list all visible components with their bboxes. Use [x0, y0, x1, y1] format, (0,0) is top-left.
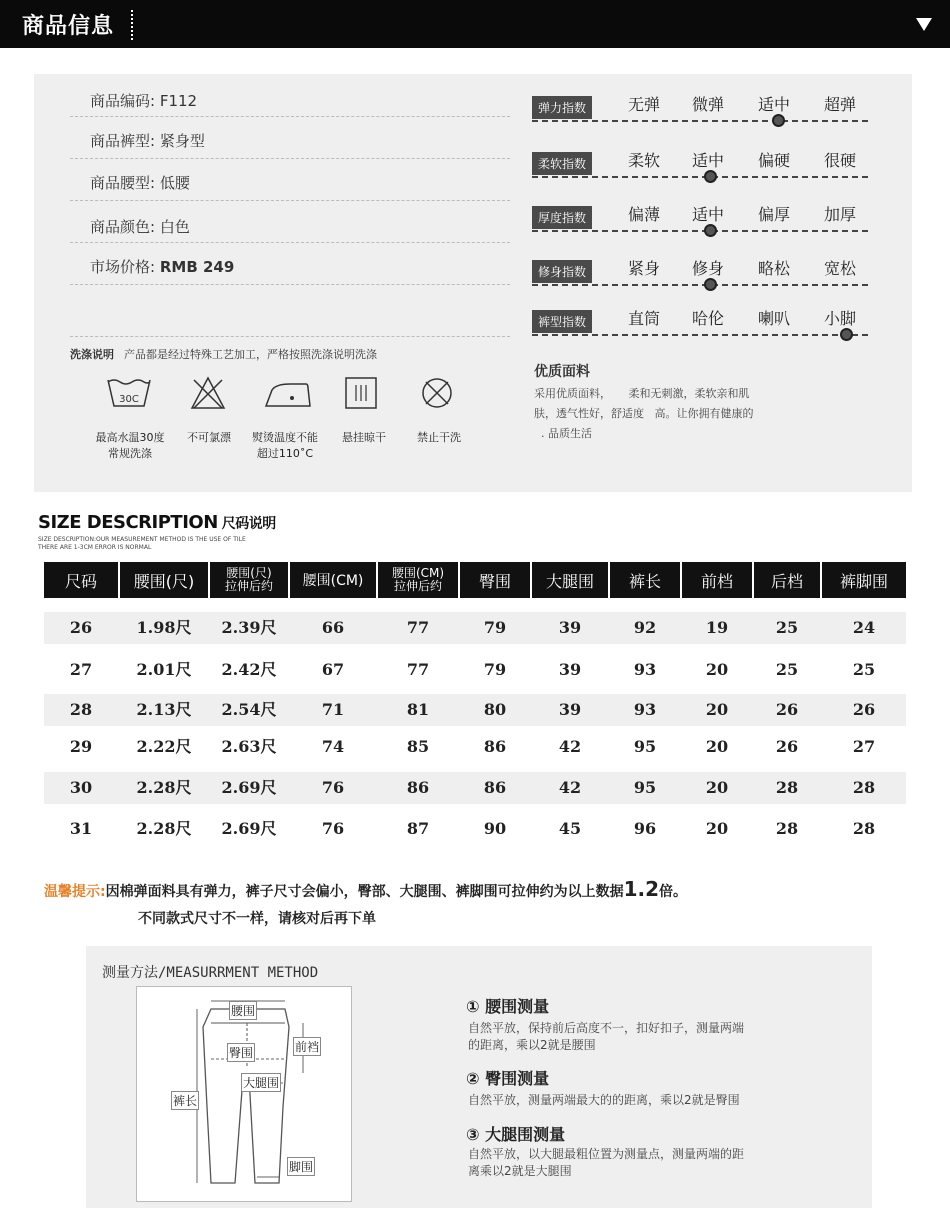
table-cell: 25: [775, 618, 799, 637]
index-option: 偏硬: [758, 151, 791, 170]
info-value: F112: [159, 92, 198, 110]
table-row: [44, 813, 906, 845]
table-cell: 39: [558, 660, 582, 679]
table-cell: 39: [558, 618, 582, 637]
table-header-waist-chi-stretch: 腰围(尺) 拉伸后约: [210, 562, 288, 598]
index-option: 紧身: [628, 259, 661, 278]
table-cell: 2.54尺: [221, 700, 277, 719]
table-cell: 86: [483, 737, 507, 756]
divider: [70, 336, 510, 337]
table-header-hip: 臀围: [460, 562, 530, 598]
table-cell: 86: [483, 778, 507, 797]
table-header-leg-opening: 裤脚围: [822, 562, 906, 598]
index-option: 适中: [692, 151, 725, 170]
info-label: 商品裤型:: [90, 132, 156, 150]
index-option: 适中: [692, 205, 725, 224]
product-code-row: [90, 90, 197, 111]
index-option: 很硬: [824, 151, 857, 170]
table-cell: 67: [321, 660, 345, 679]
table-cell: 2.69尺: [221, 778, 277, 797]
index-marker: [840, 328, 853, 341]
product-color-row: [90, 216, 190, 237]
measure-waist-text: 自然平放，保持前后高度不一，扣好扣子，测量两端 的距离，乘以2就是腰围: [468, 1021, 745, 1052]
divider: [70, 116, 510, 117]
size-title: SIZE DESCRIPTION 尺码说明: [38, 512, 276, 533]
quality-title: 优质面料: [534, 364, 590, 380]
no-bleach-label: 不可氯漂: [187, 431, 231, 444]
table-cell: 25: [775, 660, 799, 679]
table-cell: 87: [406, 819, 430, 838]
wash-30-label: 最高水温30度 常规洗涤: [95, 431, 165, 460]
table-header-back-rise: 后档: [754, 562, 820, 598]
index-option: 哈伦: [692, 309, 725, 328]
table-cell: 79: [483, 660, 507, 679]
table-cell: 25: [852, 660, 876, 679]
table-cell: 96: [633, 819, 657, 838]
index-option: 加厚: [824, 205, 857, 224]
index-track: [532, 230, 868, 232]
table-header-front-rise: 前档: [682, 562, 752, 598]
table-row: [44, 654, 906, 686]
table-cell: 95: [633, 778, 657, 797]
table-cell: 26: [852, 700, 876, 719]
table-cell: 66: [321, 618, 345, 637]
thickness-index: [532, 200, 872, 240]
diagram-label-waist: 腰围: [229, 1001, 257, 1020]
index-option: 直筒: [628, 309, 661, 328]
table-cell: 45: [558, 819, 582, 838]
wash-instructions: [70, 346, 377, 362]
table-cell: 93: [633, 700, 657, 719]
size-subtitle: SIZE DESCRIPTION:OUR MEASUREMENT METHOD IS THE USE OF TILE THERE ARE 1-3CM ERROR IS NORMAL: [38, 536, 246, 551]
divider: [70, 200, 510, 201]
info-value: 紧身型: [159, 132, 205, 150]
index-marker: [704, 278, 717, 291]
quality-text: 采用优质面料， 柔和无刺激，柔软亲和肌 肤，透气性好，舒适度 高。让你拥有健康的 . 品质生活: [534, 387, 754, 440]
index-tag: 柔软指数: [532, 152, 592, 175]
index-tag: 厚度指数: [532, 206, 592, 229]
product-price-row: [90, 256, 234, 277]
product-info-panel: [34, 74, 912, 492]
table-cell: 28: [69, 700, 93, 719]
table-header-waist-cm-stretch: 腰围(CM) 拉伸后约: [378, 562, 458, 598]
divider: [70, 158, 510, 159]
section-title: 商品信息: [22, 14, 115, 39]
table-cell: 80: [483, 700, 507, 719]
pants-diagram: [136, 986, 352, 1202]
table-cell: 81: [406, 700, 430, 719]
no-dry-clean-label: 禁止干洗: [417, 431, 461, 444]
index-option: 偏薄: [628, 205, 661, 224]
iron-label: 熨烫温度不能 超过110˚C: [252, 431, 318, 460]
table-row: [44, 694, 906, 726]
table-cell: 28: [852, 819, 876, 838]
table-cell: 2.22尺: [136, 737, 192, 756]
table-row: [44, 612, 906, 644]
index-option: 宽松: [824, 259, 857, 278]
index-tag: 弹力指数: [532, 96, 592, 119]
table-cell: 26: [775, 700, 799, 719]
info-label: 商品腰型:: [90, 174, 156, 192]
index-tag: 修身指数: [532, 260, 592, 283]
no-dry-clean-icon: [420, 376, 454, 414]
measure-thigh-text: 自然平放，以大腿最粗位置为测量点，测量两端的距 离乘以2就是大腿围: [468, 1147, 745, 1178]
info-value: RMB 249: [159, 258, 235, 276]
table-header-waist-chi: 腰围(尺): [120, 562, 208, 598]
table-cell: 19: [705, 618, 729, 637]
table-cell: 1.98尺: [136, 618, 192, 637]
table-cell: 29: [69, 737, 93, 756]
hang-dry-label: 悬挂晾干: [342, 431, 386, 444]
table-cell: 76: [321, 778, 345, 797]
table-cell: 93: [633, 660, 657, 679]
table-cell: 76: [321, 819, 345, 838]
tip-text: 因棉弹面料具有弹力，裤子尺寸会偏小，臀部、大腿围、裤脚围可拉伸约为以上数据: [105, 884, 624, 900]
measure-hip-heading: ② 臀围测量: [466, 1069, 550, 1088]
table-cell: 20: [705, 778, 729, 797]
index-option: 适中: [758, 95, 791, 114]
index-track: [532, 176, 868, 178]
title-divider: [131, 10, 133, 40]
pants-shape-index: [532, 304, 872, 344]
table-cell: 20: [705, 700, 729, 719]
measurement-title: 测量方法/MEASURRMENT METHOD: [102, 965, 319, 981]
index-track: [532, 334, 868, 336]
tip-label: 温馨提示:: [44, 884, 106, 900]
table-cell: 79: [483, 618, 507, 637]
table-row: [44, 772, 906, 804]
diagram-label-front-rise: 前裆: [293, 1037, 321, 1056]
measure-waist-heading: ① 腰围测量: [466, 997, 550, 1016]
table-cell: 77: [406, 660, 430, 679]
index-option: 柔软: [628, 151, 661, 170]
table-cell: 24: [852, 618, 876, 637]
table-cell: 77: [406, 618, 430, 637]
wash-note: 产品都是经过特殊工艺加工，严格按照洗涤说明洗涤: [124, 348, 377, 361]
table-cell: 2.01尺: [136, 660, 192, 679]
index-option: 偏厚: [758, 205, 791, 224]
index-option: 小脚: [824, 309, 857, 328]
index-option: 微弹: [692, 95, 725, 114]
hang-dry-icon: [344, 376, 378, 414]
no-bleach-icon: [190, 376, 226, 414]
table-row: [44, 731, 906, 763]
softness-index: [532, 146, 872, 186]
tip-multiplier: 1.2: [623, 877, 660, 901]
wash-title: 洗涤说明: [70, 348, 114, 361]
table-cell: 27: [69, 660, 93, 679]
size-title-cn: 尺码说明: [221, 516, 276, 532]
table-cell: 31: [69, 819, 93, 838]
wash-30-icon: [106, 376, 152, 414]
index-marker: [704, 224, 717, 237]
table-cell: 28: [852, 778, 876, 797]
product-fit-row: [90, 130, 205, 151]
diagram-label-thigh: 大腿围: [241, 1073, 281, 1092]
table-cell: 28: [775, 819, 799, 838]
table-cell: 30: [69, 778, 93, 797]
table-cell: 39: [558, 700, 582, 719]
table-cell: 85: [406, 737, 430, 756]
table-cell: 2.63尺: [221, 737, 277, 756]
measure-thigh-heading: ③ 大腿围测量: [466, 1125, 566, 1144]
slimness-index: [532, 254, 872, 294]
index-option: 略松: [758, 259, 791, 278]
table-cell: 27: [852, 737, 876, 756]
info-value: 低腰: [159, 174, 190, 192]
diagram-label-leg-opening: 脚围: [287, 1157, 315, 1176]
index-marker: [772, 114, 785, 127]
table-cell: 86: [406, 778, 430, 797]
table-header-size: 尺码: [44, 562, 118, 598]
table-header-waist-cm: 腰围(CM): [290, 562, 376, 598]
diagram-label-hip: 臀围: [227, 1043, 255, 1062]
table-cell: 2.28尺: [136, 778, 192, 797]
info-value: 白色: [159, 218, 190, 236]
elasticity-index: [532, 90, 872, 130]
iron-icon: [262, 376, 314, 414]
index-tag: 裤型指数: [532, 310, 592, 333]
table-cell: 2.69尺: [221, 819, 277, 838]
table-cell: 2.42尺: [221, 660, 277, 679]
index-track: [532, 284, 868, 286]
divider: [70, 284, 510, 285]
table-cell: 95: [633, 737, 657, 756]
divider: [70, 242, 510, 243]
table-header-length: 裤长: [610, 562, 680, 598]
table-cell: 26: [775, 737, 799, 756]
product-waist-row: [90, 172, 190, 193]
tip-line2: 不同款式尺寸不一样，请核对后再下单: [138, 911, 376, 927]
warm-tip: [44, 877, 687, 901]
table-cell: 42: [558, 778, 582, 797]
index-option: 无弹: [628, 95, 661, 114]
info-label: 商品编码:: [90, 92, 156, 110]
index-marker: [704, 170, 717, 183]
section-header: [0, 0, 950, 48]
table-cell: 71: [321, 700, 345, 719]
table-cell: 28: [775, 778, 799, 797]
table-cell: 74: [321, 737, 345, 756]
tip-text-end: 倍。: [659, 884, 688, 900]
wash-30-glyph: 30C: [119, 394, 139, 405]
table-cell: 20: [705, 819, 729, 838]
measurement-panel: [86, 946, 872, 1208]
table-cell: 26: [69, 618, 93, 637]
index-option: 修身: [692, 259, 725, 278]
index-track: [532, 120, 868, 122]
table-cell: 20: [705, 660, 729, 679]
index-option: 超弹: [824, 95, 857, 114]
measure-hip-text: 自然平放，测量两端最大的的距离，乘以2就是臀围: [468, 1093, 740, 1107]
diagram-label-length: 裤长: [171, 1091, 199, 1110]
table-cell: 42: [558, 737, 582, 756]
table-cell: 2.13尺: [136, 700, 192, 719]
info-label: 市场价格:: [90, 258, 156, 276]
info-label: 商品颜色:: [90, 218, 156, 236]
table-cell: 2.39尺: [221, 618, 277, 637]
table-cell: 90: [483, 819, 507, 838]
table-cell: 20: [705, 737, 729, 756]
table-cell: 92: [633, 618, 657, 637]
collapse-arrow-icon[interactable]: [916, 18, 932, 31]
index-option: 喇叭: [758, 309, 791, 328]
table-header-thigh: 大腿围: [532, 562, 608, 598]
table-cell: 2.28尺: [136, 819, 192, 838]
